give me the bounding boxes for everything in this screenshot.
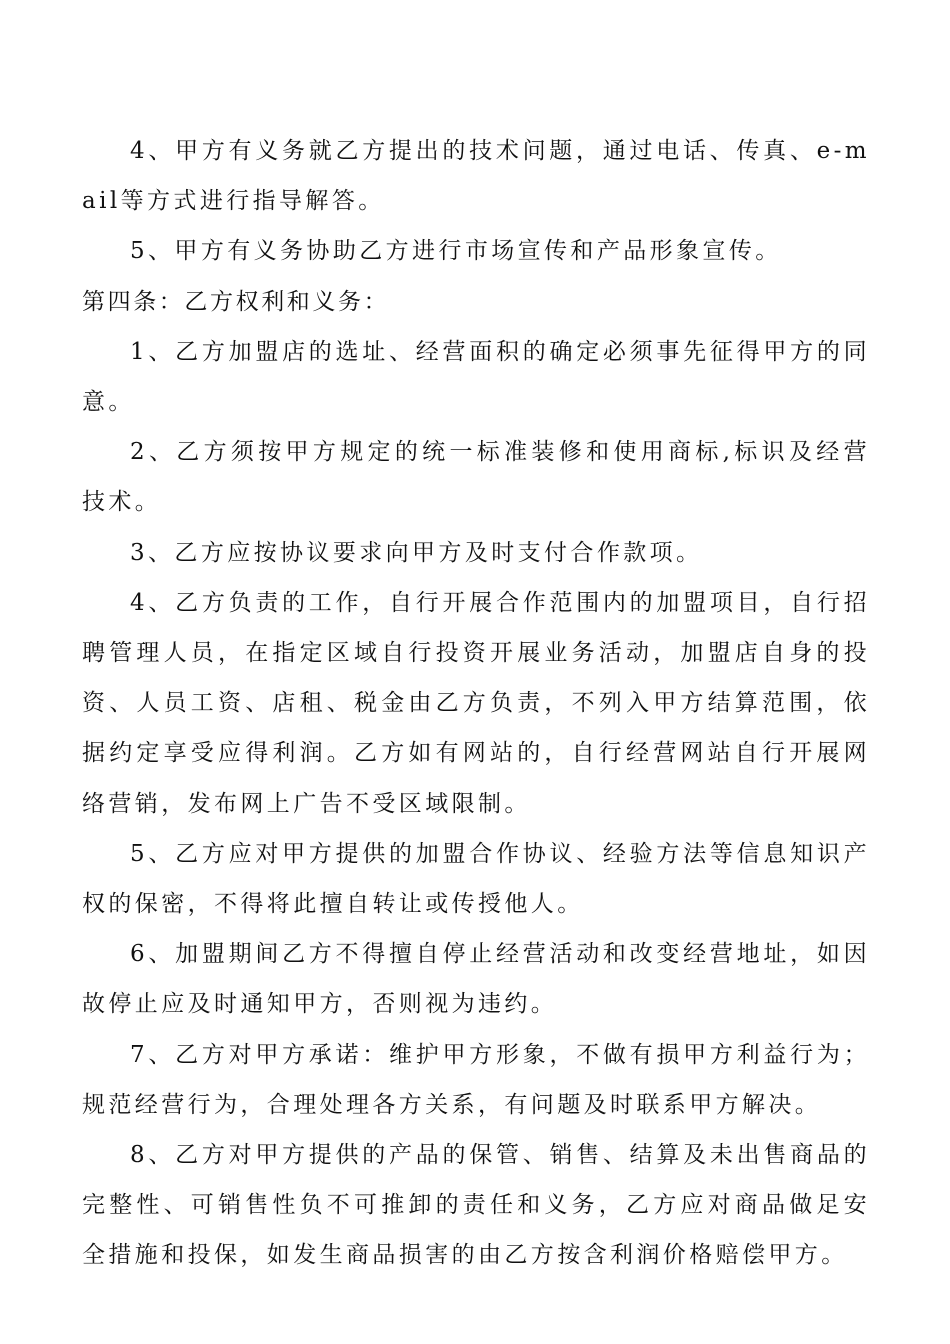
clause-4-item-7: 7、乙方对甲方承诺：维护甲方形象，不做有损甲方利益行为；规范经营行为，合理处理各方关系，有问题及时联系甲方解决。 [82, 1041, 870, 1118]
clause-4-item-2: 2、乙方须按甲方规定的统一标准装修和使用商标,标识及经营技术。 [82, 439, 870, 516]
clause-4-item-3: 3、乙方应按协议要求向甲方及时支付合作款项。 [130, 539, 703, 566]
clause-4-item-4: 4、乙方负责的工作，自行开展合作范围内的加盟项目，自行招聘管理人员，在指定区域自行投资开展业务活动，加盟店自身的投资、人员工资、店租、税金由乙方负责，不列入甲方结算范围，依据约定享受应得利润。乙方如有网站的，自行经营网站自行开展网络营销，发布网上广告不受区域限制。 [82, 589, 870, 817]
clause-4-heading: 第四条：乙方权利和义务： [82, 288, 390, 315]
clause-3-item-4: 4、甲方有义务就乙方提出的技术问题，通过电话、传真、e-mail等方式进行指导解答。 [82, 138, 870, 215]
clause-4-item-6: 6、加盟期间乙方不得擅自停止经营活动和改变经营地址，如因故停止应及时通知甲方，否则视为违约。 [82, 941, 870, 1018]
clause-4-item-8: 8、乙方对甲方提供的产品的保管、销售、结算及未出售商品的完整性、可销售性负不可推卸的责任和义务，乙方应对商品做足安全措施和投保，如发生商品损害的由乙方按含利润价格赔偿甲方。 [82, 1142, 870, 1269]
clause-3-item-5: 5、甲方有义务协助乙方进行市场宣传和产品形象宣传。 [130, 238, 782, 265]
document-page [82, 126, 870, 1281]
clause-4-item-5: 5、乙方应对甲方提供的加盟合作协议、经验方法等信息知识产权的保密，不得将此擅自转让或传授他人。 [82, 840, 870, 918]
clause-4-item-1: 1、乙方加盟店的选址、经营面积的确定必须事先征得甲方的同意。 [82, 338, 870, 416]
